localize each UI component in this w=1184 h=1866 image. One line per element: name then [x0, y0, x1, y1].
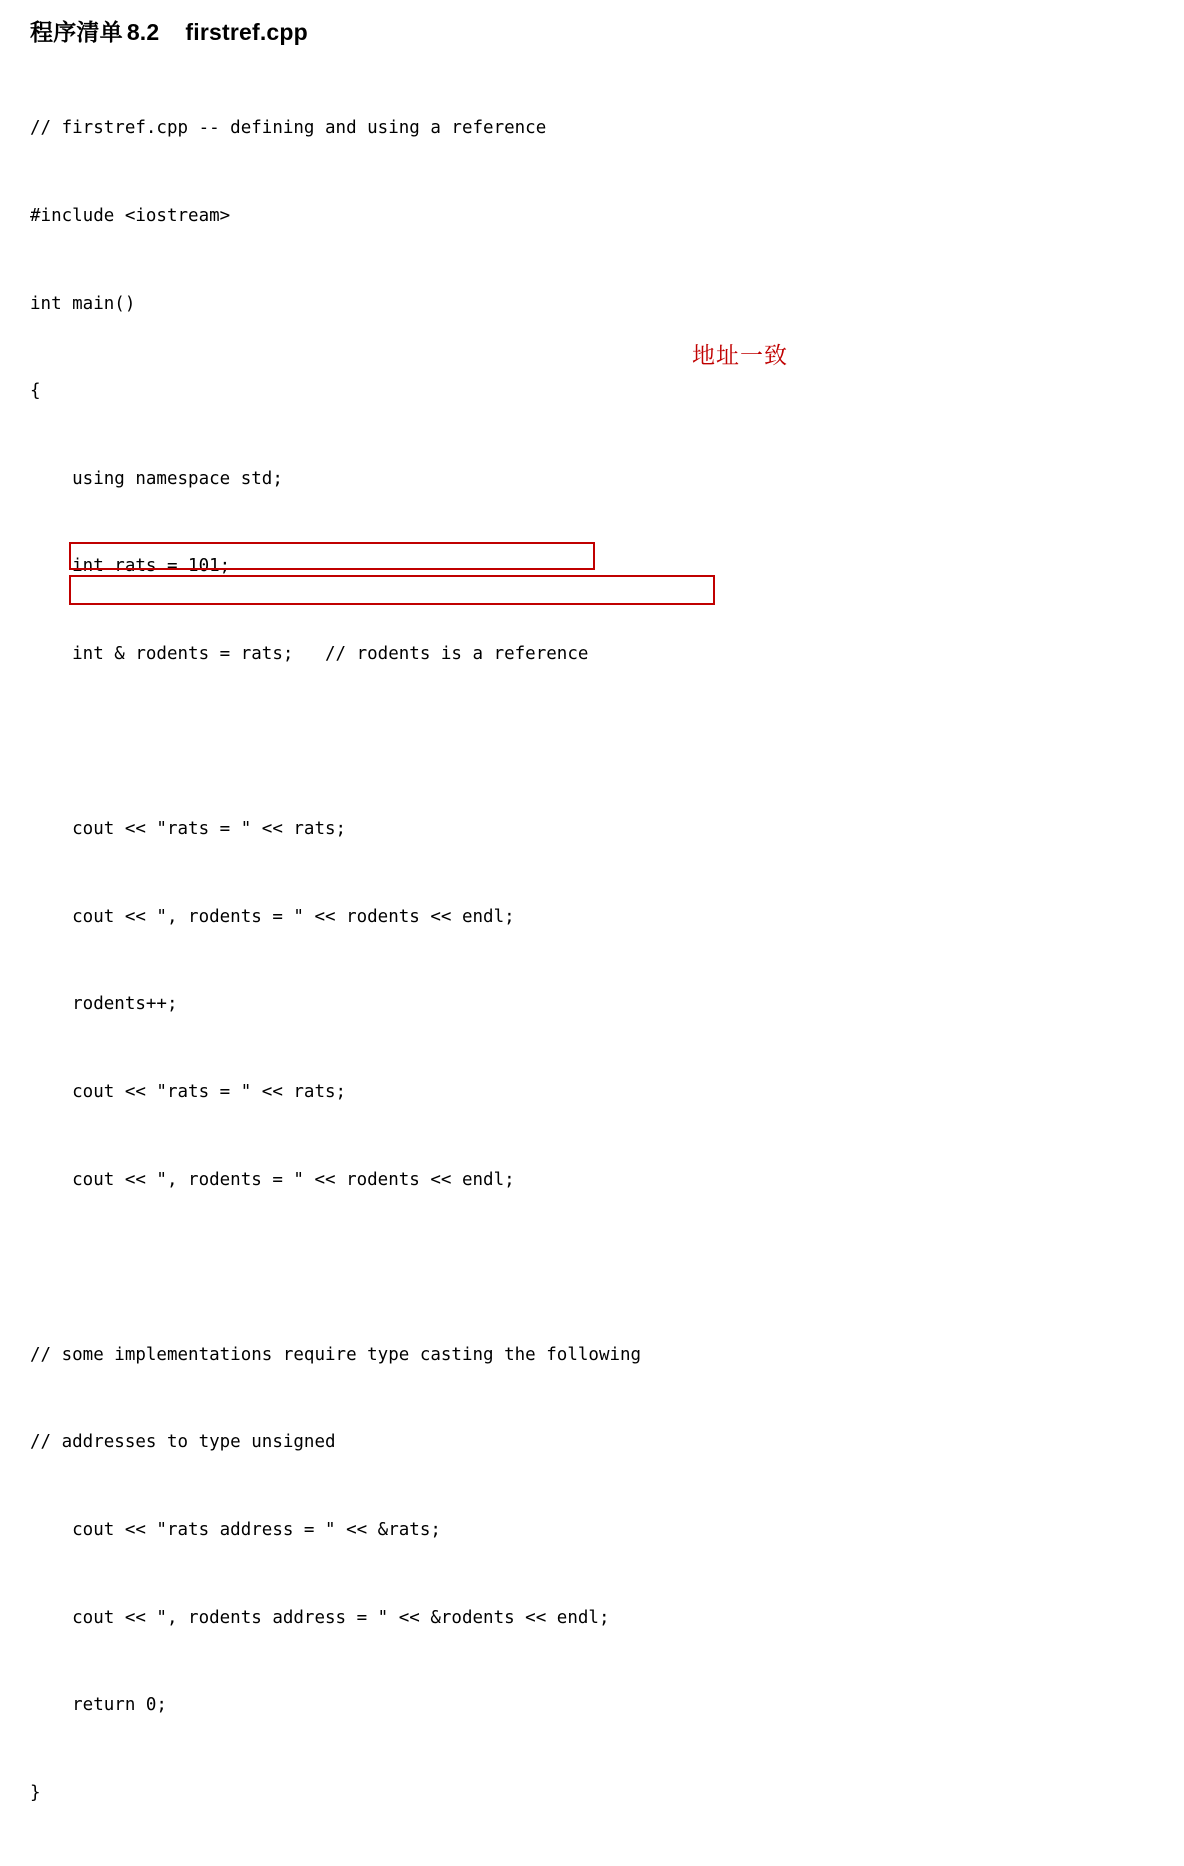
- code-line: cout << ", rodents = " << rodents << endl;: [30, 906, 515, 927]
- code-line: int rats = 101;: [30, 556, 231, 577]
- listing-filename: firstref.cpp: [185, 19, 308, 45]
- code-line: #include <iostream>: [30, 206, 231, 226]
- code-line: cout << ", rodents address = " << &rodents << endl;: [30, 1607, 610, 1628]
- code-line: // firstref.cpp -- defining and using a reference: [30, 118, 547, 139]
- listing-heading: [30, 14, 308, 47]
- code-line: rodents++;: [30, 994, 178, 1015]
- listing-number: 8.2: [126, 19, 160, 45]
- code-line: }: [30, 1782, 41, 1803]
- code-line: [30, 728, 1130, 757]
- code-line: using namespace std;: [30, 468, 283, 489]
- code-line: cout << "rats = " << rats;: [30, 1081, 347, 1102]
- code-line: [30, 1253, 1130, 1282]
- code-line: cout << "rats = " << rats;: [30, 819, 347, 840]
- address-match-annotation: 地址一致: [692, 343, 788, 369]
- code-line: // addresses to type unsigned: [30, 1432, 336, 1453]
- code-line: int main(): [30, 293, 136, 314]
- code-line: // some implementations require type casting the following: [30, 1344, 642, 1365]
- code-line: return 0;: [30, 1695, 167, 1716]
- code-line: cout << "rats address = " << &rats;: [30, 1519, 441, 1540]
- listing-label: 程序清单: [30, 20, 123, 46]
- code-line: {: [30, 381, 41, 402]
- code-line: cout << ", rodents = " << rodents << endl;: [30, 1169, 515, 1190]
- code-block: [30, 56, 1130, 1866]
- code-line: int & rodents = rats; // rodents is a reference: [30, 643, 589, 664]
